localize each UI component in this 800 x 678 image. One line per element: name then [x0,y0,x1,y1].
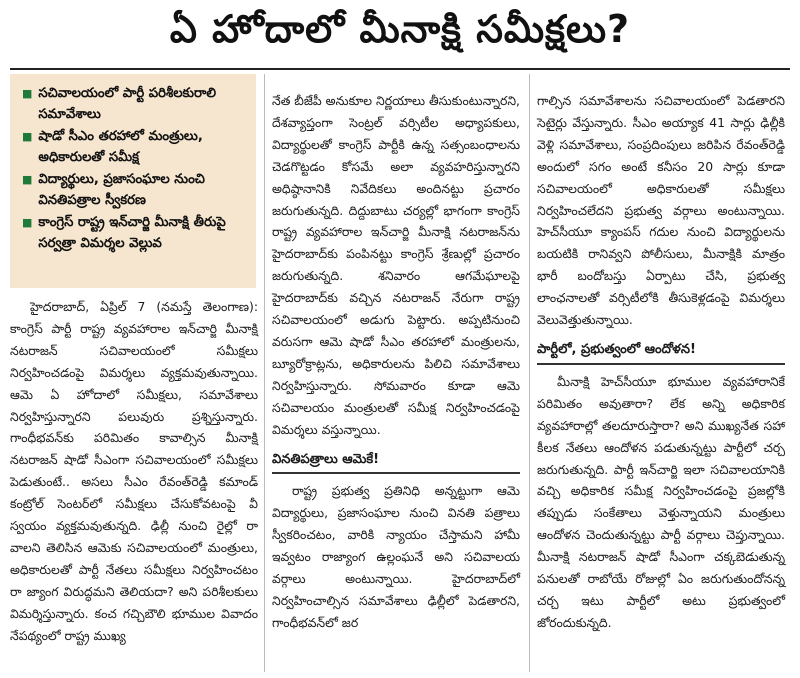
page-headline: ఏ హోదాలో మీనాక్షి సమీక్షలు? [169,7,631,51]
highlights-box [10,74,256,288]
article-paragraph: మీనాక్షి హెచ్‌సీయూ భూముల వ్యవహారానికే పరిమితం అవుతారా? లేక అన్ని అధికారిక వ్యవహారాల్లో తలదూరుస్తారా? అని ముఖ్యనేత సహా కీలక నేతలు ఆందోళన పడుతున్నట్టు పార్టీలో చర్చ జరుగుతున్నది. పార్టీ ఇన్‌చార్జి ఇలా సచివాలయానికి వచ్చి అధికారిక సమీక్ష నిర్వహించడంపై ప్రజల్లోకి తప్పుడు సంకేతాలు వెళ్తున్నాయని మంత్రులు ఆందోళన చెందుతున్నట్టు పార్టీ వర్గాలు చెప్తున్నాయి. మీనాక్షి నటరాజన్ షాడో సీఎంగా చక్కబెడుతున్న పనులతో రాబోయే రోజుల్లో ఏం జరుగుతుందోనన్న చర్చ ఇటు పార్టీలో అటు ప్రభుత్వంలో జోరందుకున్నది. [537,373,785,630]
bullet-icon: ■ [22,130,33,143]
article-paragraph: హైదరాబాద్, ఏప్రిల్ 7 (నమస్తే తెలంగాణ): కాంగ్రెస్ పార్టీ రాష్ట్ర వ్యవహారాల ఇన్‌చార్జి మీనాక్షి నటరాజన్ సచివాలయంలో సమీక్షలు నిర్వహించడంపై విమర్శలు వ్యక్తమవుతున్నాయి. ఆమె ఏ హోదాలో సమీక్షలు, సమావేశాలు నిర్వహిస్తున్నారని పలువురు ప్రశ్నిస్తున్నారు. గాంధీభవన్‌కు పరిమితం కావాల్సిన మీనాక్షి నటరాజన్ షాడో సీఎంగా సచివాలయంలో సమీక్షలు పెడుతుంటే.. అసలు సీఎం రేవంత్‌రెడ్డి కమాండ్ కంట్రోల్ సెంటర్‌లో సమీక్షలు చేసుకోవటంపై వీ స్వయం వ్యక్తమవుతున్నది. ఢిల్లీ నుంచి రైల్లో రా వాలని తెలిసిన ఆమెకు సచివాలయంలో మంత్రులు, అధికారులతో పార్టీ నేతలు సమీక్షలు నిర్వహించటం రా జ్యాంగ విరుద్ధమని తెలియదా? అని పరిశీలకులు విమర్శిస్తున్నారు. కంచ గచ్చిబౌలి భూముల వివాదం నేపథ్యంలో రాష్ట్ర ముఖ్య [10,299,258,643]
section-subheading: పార్టీలో, ప్రభుత్వంలో ఆందోళన! [537,339,785,365]
article-paragraph: గాల్సిన సమావేశాలను సచివాలయంలో పెడతారని సెటైర్లు వేస్తున్నారు. సీఎం అయ్యాక 41 సార్లు ఢిల్లీకి వెళ్లి సమావేశాలు, సంప్రదింపులు జరిపిన రేవంత్‌రెడ్డి అందులో సగం అంటే కనీసం 20 సార్లు కూడా సచివాలయంలో అధికారులతో సమీక్షలు నిర్వహించలేదని ప్రభుత్వ వర్గాలు అంటున్నాయి. హెచ్‌సీయూ క్యాంపస్ గదుల నుంచి విద్యార్థులను బయటికి రానివ్వని పోలీసులు, మీనాక్షికి మాత్రం భారీ బందోబస్తు ఏర్పాటు చేసి, ప్రభుత్వ లాంఛనాలతో వర్సిటీలోకి తీసుకెళ్లడంపై విమర్శలు వెలువెత్తుతున్నాయి. [537,93,785,328]
column-divider [529,74,530,672]
highlight-text: విద్యార్థులు, ప్రజాసంఘాల నుంచి వినతిపత్రాల స్వీకరణ [38,172,205,208]
highlight-item [22,127,248,168]
headline-rule [10,68,790,70]
article-paragraph: రాష్ట్ర ప్రభుత్వ ప్రతినిధి అన్నట్టుగా ఆమె విద్యార్థులు, ప్రజాసంఘాల నుంచి వినతి పత్రాలు స్వీకరించటం, వారికి న్యాయం చేస్తామని హామీ ఇవ్వటం రాజ్యాంగ ఉల్లంఘనే అని సచివాలయ వర్గాలు అంటున్నాయి. హైదరాబాద్‌లో నిర్వహించాల్సిన సమావేశాలు ఢిల్లీలో పెడతారని, గాంధీభవన్‌లో జర [272,483,520,630]
section-subheading: వినతిపత్రాలు ఆమెకే! [272,449,520,475]
article-paragraph: నేత బీజేపీ అనుకూల నిర్ణయాలు తీసుకుంటున్నారని, దేశవ్యాప్తంగా సెంట్రల్ వర్సిటీల అధ్యాపకులు, విద్యార్థులతో కాంగ్రెస్ పార్టీకి ఉన్న సత్సంబంధాలను చెడగొట్టడం కోసమే అలా వ్యవహరిస్తున్నారని అధిష్ఠానానికి నివేదికలు అందినట్టు ప్రచారం జరుగుతున్నది. దిద్దుబాటు చర్యల్లో భాగంగా కాంగ్రెస్ రాష్ట్ర వ్యవహారాల ఇన్‌చార్జి మీనాక్షి నటరాజన్‌ను హైదరాబాద్‌కు పంపినట్టు కాంగ్రెస్ శ్రేణుల్లో ప్రచారం జరుగుతున్నది. శనివారం ఆగమేఘాలపై హైదరాబాద్‌కు వచ్చిన నటరాజన్ నేరుగా రాష్ట్ర సచివాలయంలో అడుగు పెట్టారు. అప్పటినుంచి వరుసగా ఆమె షాడో సీఎం తరహాలో మంత్రులను, బ్యూరోక్రాట్లను, అధికారులను పిలిచి సమావేశాలు నిర్వహిస్తున్నారు. సోమవారం కూడా ఆమె సచివాలయం మంత్రులతో సమీక్ష నిర్వహించడంపై విమర్శలు వస్తున్నాయి. [272,93,520,437]
highlight-text: షాడో సీఎం తరహాలో మంత్రులు, అధికారులతో సమీక్ష [38,129,203,165]
column-divider [264,74,265,672]
highlight-text: కాంగ్రెస్ రాష్ట్ర ఇన్‌చార్జి మీనాక్షి తీరుపై సర్వత్రా విమర్శల వెల్లువ [38,215,226,251]
article-column-3 [537,90,785,672]
bullet-icon: ■ [22,216,33,229]
highlight-text: సచివాలయంలో పార్టీ పరిశీలకురాలి సమావేశాలు [38,86,217,122]
highlight-item [22,170,248,211]
highlight-item [22,213,248,254]
bullet-icon: ■ [22,173,33,186]
article-column-1 [10,296,258,672]
bullet-icon: ■ [22,87,33,100]
highlight-item [22,84,248,125]
article-column-2 [272,90,520,672]
